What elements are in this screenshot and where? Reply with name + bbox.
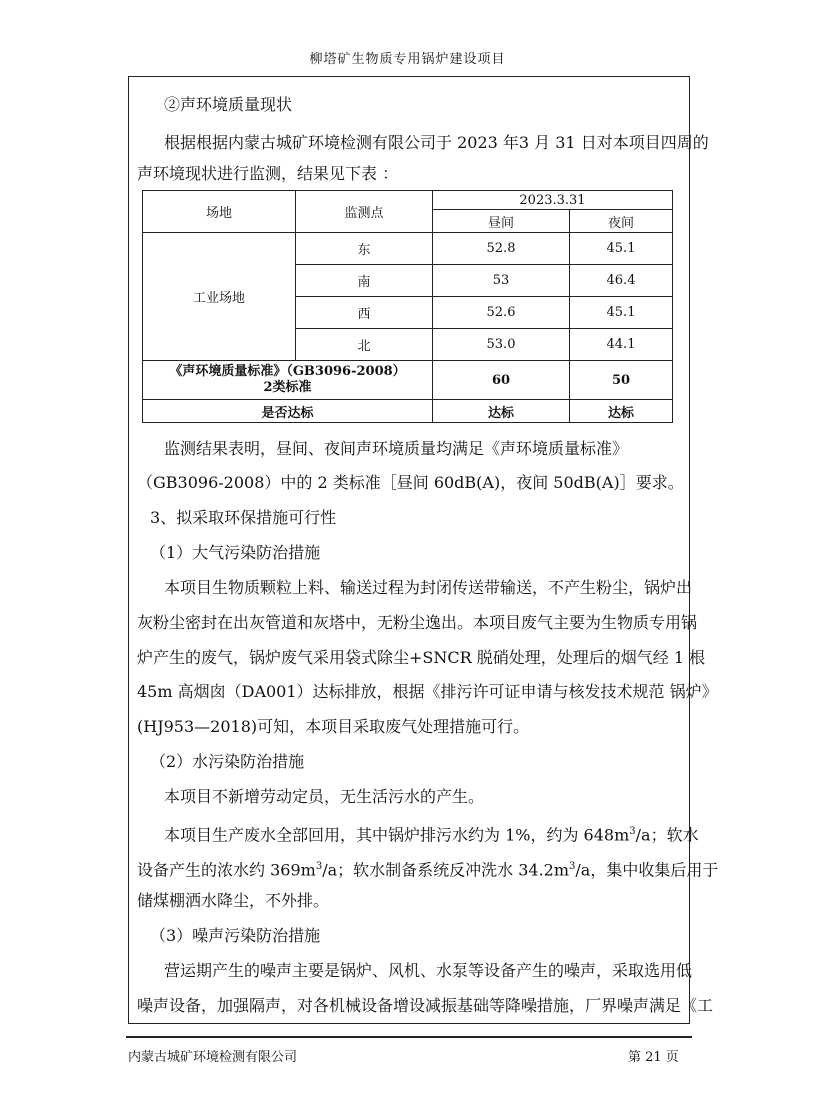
air-line-3: 炉产生的废气，锅炉废气采用袋式除尘+SNCR 脱硝处理，处理后的烟气经 1 根 <box>137 648 706 667</box>
compliance-night: 达标 <box>570 400 673 423</box>
point-cell: 西 <box>296 297 433 329</box>
standard-label-line-2: 2类标准 <box>263 380 312 395</box>
intro-line-2: 声环境现状进行监测，结果见下表 ： <box>137 164 399 183</box>
day-cell: 53 <box>433 265 570 297</box>
sub-heading-air: （1）大气污染防治措施 <box>150 543 321 562</box>
superscript: 3 <box>629 826 636 837</box>
header-point: 监测点 <box>296 191 433 233</box>
air-line-5: (HJ953—2018)可知，本项目采取废气处理措施可行。 <box>137 717 530 736</box>
night-cell: 46.4 <box>570 265 673 297</box>
water-text: /a；软水制备系统反冲洗水 34.2m <box>322 860 570 880</box>
result-line-1: 监测结果表明，昼间、夜间声环境质量均满足《声环境质量标准》 <box>164 439 629 458</box>
footer-divider <box>126 1036 692 1038</box>
standard-night: 50 <box>570 361 673 400</box>
air-line-1: 本项目生物质颗粒上料、输送过程为封闭传送带输送，不产生粉尘，锅炉出 <box>164 578 693 597</box>
section-3-title: 3、拟采取环保措施可行性 <box>150 508 337 527</box>
intro-line-1: 根据根据内蒙古城矿环境检测有限公司于 2023 年3 月 31 日对本项目四周的 <box>164 133 709 152</box>
point-cell: 南 <box>296 265 433 297</box>
water-line-1: 本项目不新增劳动定员，无生活污水的产生。 <box>164 787 485 806</box>
standard-label-line-1: 《声环境质量标准》（GB3096-2008） <box>169 364 406 379</box>
night-cell: 45.1 <box>570 233 673 265</box>
air-line-4: 45m 高烟囱（DA001）达标排放，根据《排污许可证申请与核发技术规范 锅炉》 <box>137 682 718 701</box>
footer-page-number: 第 21 页 <box>628 1050 679 1065</box>
section-title: ②声环境质量现状 <box>164 95 293 114</box>
night-cell: 45.1 <box>570 297 673 329</box>
standard-day: 60 <box>433 361 570 400</box>
air-line-2: 灰粉尘密封在出灰管道和灰塔中，无粉尘逸出。本项目废气主要为生物质专用锅 <box>137 613 698 632</box>
day-cell: 53.0 <box>433 329 570 361</box>
compliance-day: 达标 <box>433 400 570 423</box>
compliance-label: 是否达标 <box>143 400 433 423</box>
day-cell: 52.6 <box>433 297 570 329</box>
table-row <box>143 233 673 265</box>
water-line-2 <box>164 821 699 846</box>
site-cell: 工业场地 <box>143 233 296 361</box>
night-cell: 44.1 <box>570 329 673 361</box>
header-night: 夜间 <box>570 210 673 233</box>
header-site: 场地 <box>143 191 296 233</box>
point-cell: 东 <box>296 233 433 265</box>
sub-heading-noise: （3）噪声污染防治措施 <box>150 926 321 945</box>
water-text: /a；软水 <box>635 825 699 845</box>
noise-line-1: 营运期产生的噪声主要是锅炉、风机、水泵等设备产生的噪声，采取选用低 <box>164 961 693 980</box>
noise-line-2: 噪声设备，加强隔声，对各机械设备增设减振基础等降噪措施，厂界噪声满足《工 <box>137 996 714 1015</box>
superscript: 3 <box>315 861 323 872</box>
superscript: 3 <box>569 861 576 872</box>
header-day: 昼间 <box>433 210 570 233</box>
standard-label <box>143 361 433 400</box>
compliance-row <box>143 400 673 423</box>
standard-row <box>143 361 673 400</box>
water-text: 本项目生产废水全部回用，其中锅炉排污水约为 1%，约为 648m <box>164 825 630 845</box>
noise-monitoring-table <box>142 190 673 423</box>
point-cell: 北 <box>296 329 433 361</box>
water-text: 设备产生的浓水约 369m <box>137 860 316 880</box>
water-text: /a，集中收集后用于 <box>575 860 719 880</box>
page-header: 柳塔矿生物质专用锅炉建设项目 <box>309 52 506 67</box>
header-date: 2023.3.31 <box>433 191 673 210</box>
water-line-3 <box>137 856 718 881</box>
sub-heading-water: （2）水污染防治措施 <box>150 752 305 771</box>
day-cell: 52.8 <box>433 233 570 265</box>
result-line-2: （GB3096-2008）中的 2 类标准［昼间 60dB(A)，夜间 50dB(A)］要求。 <box>137 473 684 492</box>
footer-company: 内蒙古城矿环境检测有限公司 <box>128 1050 298 1065</box>
water-line-4: 储煤棚洒水降尘，不外排。 <box>137 891 330 910</box>
